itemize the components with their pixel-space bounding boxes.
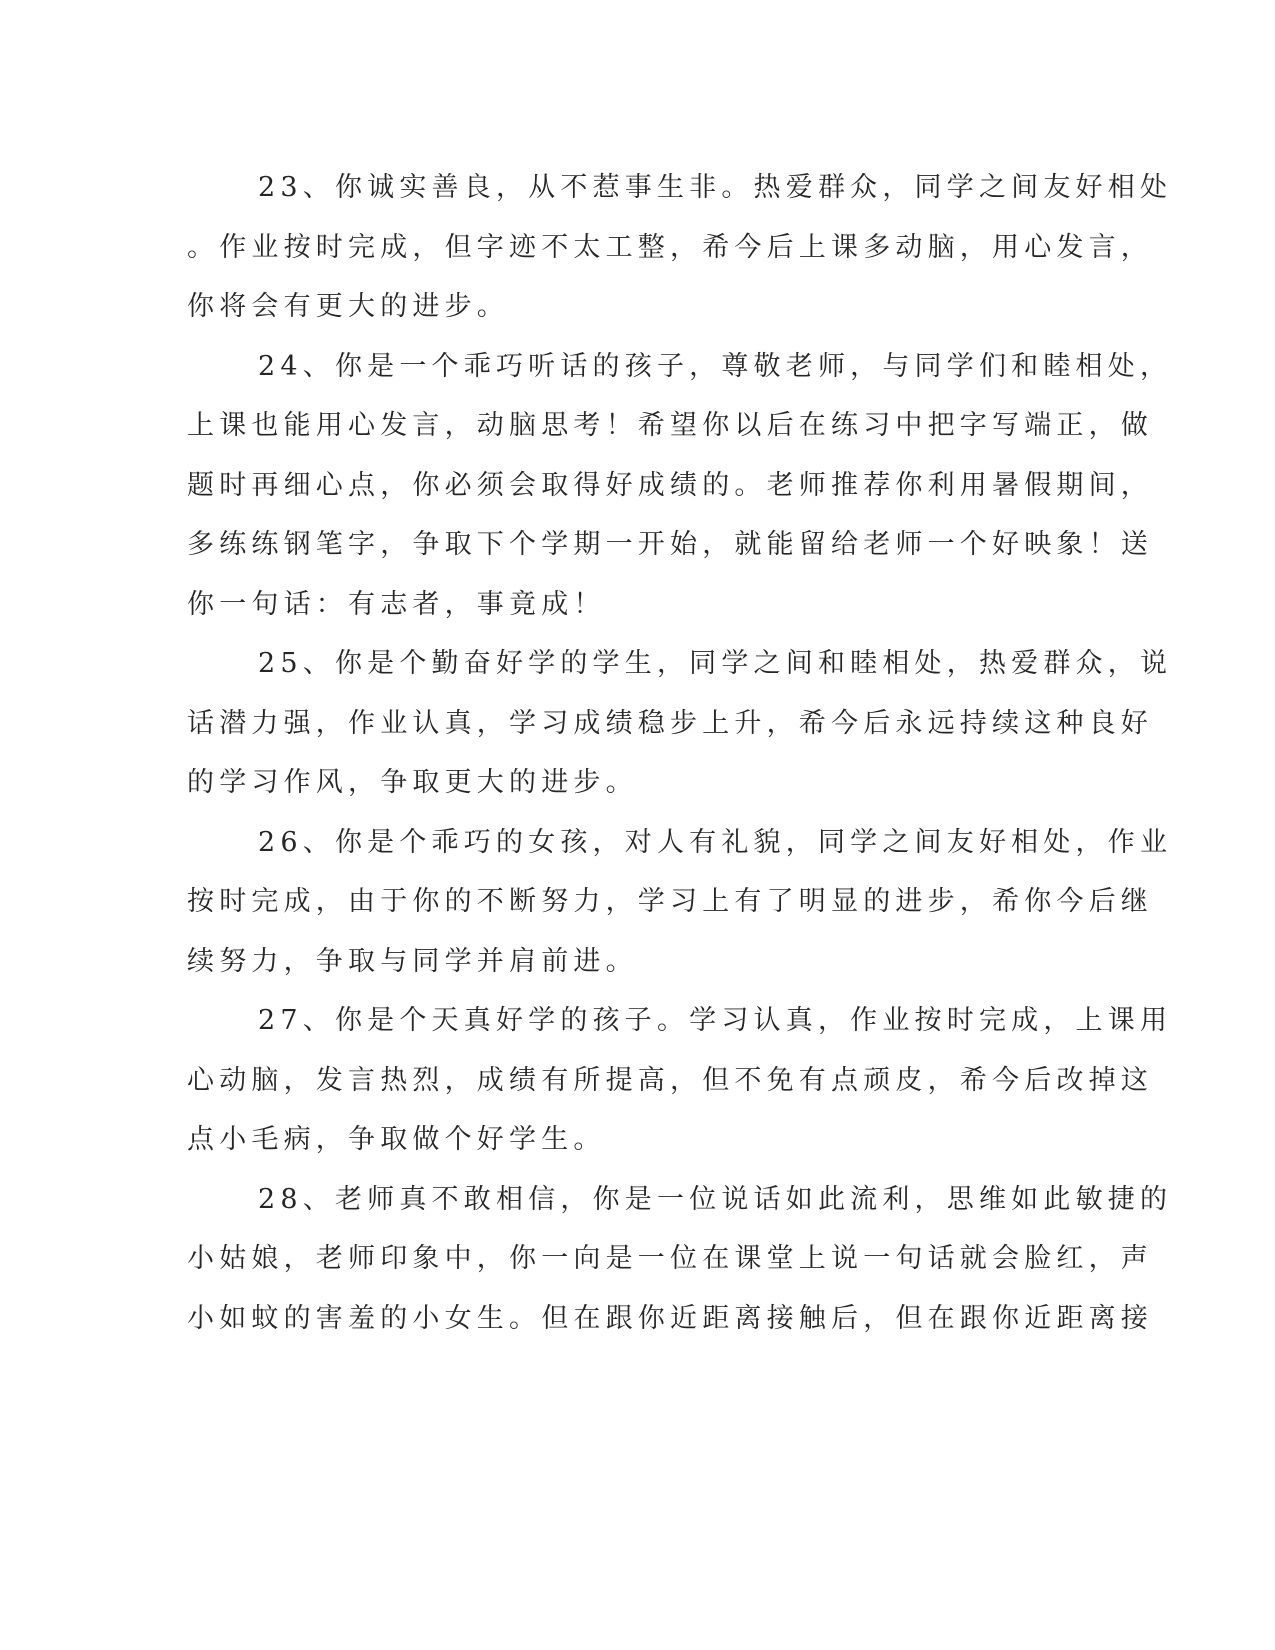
paragraph-line: 27、你是个天真好学的孩子。学习认真，作业按时完成，上课用 [258, 1005, 1173, 1036]
paragraph-line: 续努力，争取与同学并肩前进。 [187, 945, 638, 977]
paragraph-line: 28、老师真不敢相信，你是一位说话如此流利，思维如此敏捷的 [258, 1183, 1173, 1215]
paragraph-line: 按时完成，由于你的不断努力，学习上有了明显的进步，希你今后继 [187, 886, 1153, 917]
paragraph-line: 23、你诚实善良，从不惹事生非。热爱群众，同学之间友好相处 [258, 172, 1173, 203]
document-body [187, 158, 1173, 1348]
paragraph-line: 你一句话：有志者，事竟成！ [187, 588, 606, 620]
paragraph-line: 25、你是个勤奋好学的学生，同学之间和睦相处，热爱群众，说 [258, 648, 1173, 679]
paragraph-line: 。作业按时完成，但字迹不太工整，希今后上课多动脑，用心发言， [187, 231, 1153, 263]
comment-paragraph-25 [187, 634, 1173, 813]
comment-paragraph-23 [187, 158, 1173, 337]
paragraph-line: 的学习作风，争取更大的进步。 [187, 767, 638, 798]
paragraph-line: 题时再细心点，你必须会取得好成绩的。老师推荐你利用暑假期间， [187, 469, 1153, 501]
paragraph-line: 多练练钢笔字，争取下个学期一开始，就能留给老师一个好映象！送 [187, 529, 1153, 560]
paragraph-line: 26、你是个乖巧的女孩，对人有礼貌，同学之间友好相处，作业 [258, 826, 1173, 858]
comment-paragraph-28 [187, 1170, 1173, 1349]
paragraph-line: 小如蚊的害羞的小女生。但在跟你近距离接触后，但在跟你近距离接 [187, 1302, 1153, 1334]
paragraph-line: 上课也能用心发言，动脑思考！希望你以后在练习中把字写端正，做 [187, 410, 1153, 441]
paragraph-line: 心动脑，发言热烈，成绩有所提高，但不免有点顽皮，希今后改掉这 [187, 1064, 1153, 1096]
comment-paragraph-24 [187, 337, 1173, 635]
comment-paragraph-26 [187, 813, 1173, 992]
paragraph-line: 你将会有更大的进步。 [187, 291, 509, 322]
paragraph-line: 点小毛病，争取做个好学生。 [187, 1124, 606, 1155]
paragraph-line: 小姑娘，老师印象中，你一向是一位在课堂上说一句话就会脸红，声 [187, 1243, 1153, 1274]
comment-paragraph-27 [187, 991, 1173, 1170]
paragraph-line: 24、你是一个乖巧听话的孩子，尊敬老师，与同学们和睦相处， [258, 350, 1173, 382]
paragraph-line: 话潜力强，作业认真，学习成绩稳步上升，希今后永远持续这种良好 [187, 707, 1153, 739]
